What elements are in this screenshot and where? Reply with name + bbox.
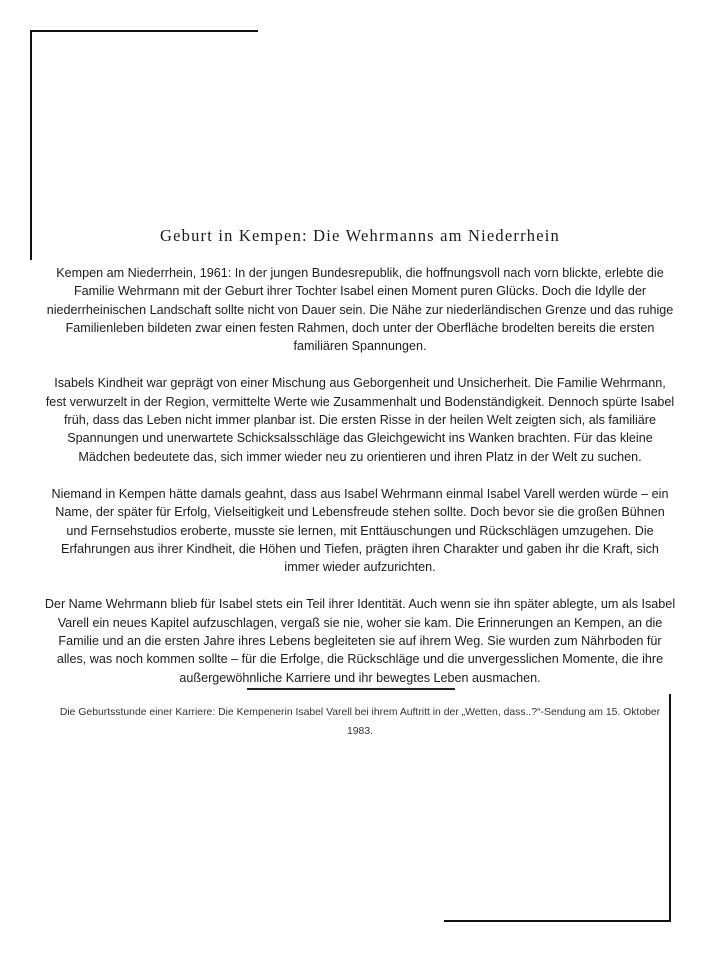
paragraph-1: Kempen am Niederrhein, 1961: In der jungen Bundesrepublik, die hoffnungsvoll nach vorn blickte, erlebte die Familie Wehrmann mit der Geburt ihrer Tochter Isabel einen Moment puren Glücks. Doch die Idylle der niederrheinischen Landschaft sollte nicht von Dauer sein. Die Nähe zur niederländischen Grenze und das ruhige Familienleben bildeten zwar einen festen Rahmen, doch unter der Oberfläche brodelten bereits die ersten familiären Spannungen.	[46, 266, 674, 354]
paragraph-4: Der Name Wehrmann blieb für Isabel stets ein Teil ihrer Identität. Auch wenn sie ihn später ablegte, um als Isabel Varell ein neues Kapitel aufzuschlagen, vergaß sie nie, woher sie kam. Die Erinnerungen an Kempen, an die Familie und an die ersten Jahre ihres Lebens begleiteten sie auf ihrem Weg. Sie wurden zum Nährboden für alles, was noch kommen sollte – für die Erfolge, die Rückschläge und die unvergesslichen Momente, die ihre außergewöhnliche Karriere und ihr bewegtes Leben ausmachen.	[44, 597, 676, 685]
corner-frame-bottom-right-vertical	[669, 694, 671, 922]
corner-frame-bottom-right-horizontal	[444, 920, 671, 922]
caption-divider	[247, 688, 455, 690]
paragraph-3: Niemand in Kempen hätte damals geahnt, dass aus Isabel Wehrmann einmal Isabel Varell werden würde – ein Name, der später für Erfolg, Vielseitigkeit und Lebensfreude stehen sollte. Doch bevor sie die großen Bühnen und Fernsehstudios eroberte, musste sie lernen, mit Enttäuschungen und Rückschlägen umzugehen. Die Erfahrungen aus ihrer Kindheit, die Höhen und Tiefen, prägten ihren Charakter und gaben ihr die Kraft, sich immer wieder aufzurichten.	[51, 486, 669, 575]
corner-frame-top-left-horizontal	[30, 30, 258, 32]
image-caption: Die Geburtsstunde einer Karriere: Die Kempenerin Isabel Varell bei ihrem Auftritt in der „Wetten, dass..?“-Sendung am 15. Oktober 1983.	[59, 707, 661, 737]
paragraph-2: Isabels Kindheit war geprägt von einer Mischung aus Geborgenheit und Unsicherheit. Die Familie Wehrmann, fest verwurzelt in der Region, vermittelte Werte wie Zusammenhalt und Bodenständigkeit. Dennoch spürte Isabel früh, dass das Leben nicht immer planbar ist. Die ersten Risse in der heilen Welt zeigten sich, als familiäre Spannungen und unerwartete Schicksalsschläge das Gleichgewicht ins Wanken brachten. Für das kleine Mädchen bedeutete das, sich immer wieder neu zu orientieren und ihren Platz in der Welt zu suchen.	[45, 376, 675, 464]
article-body	[44, 264, 676, 706]
page-title: Geburt in Kempen: Die Wehrmanns am Niederrhein	[160, 226, 560, 245]
